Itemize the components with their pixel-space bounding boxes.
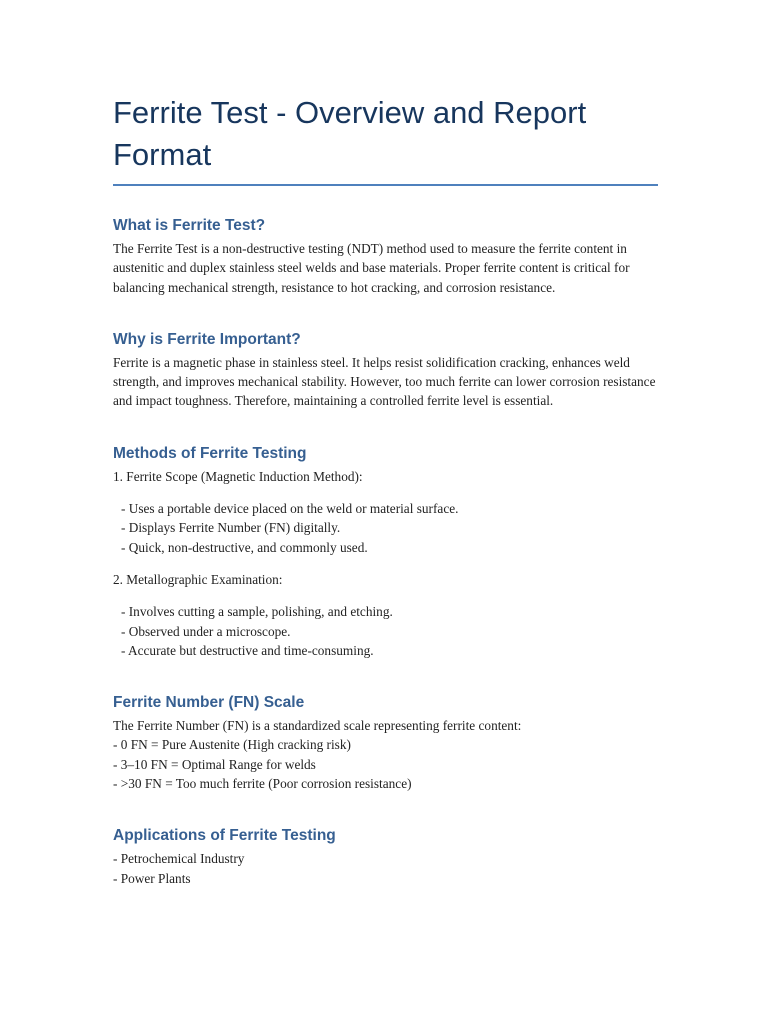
application-item: - Petrochemical Industry [113, 851, 245, 867]
document-page [113, 92, 658, 888]
section-heading: Why is Ferrite Important? [113, 330, 301, 348]
section-heading: What is Ferrite Test? [113, 217, 266, 234]
method-point: - Uses a portable device placed on the weld or material surface. [121, 501, 459, 517]
section-heading: Methods of Ferrite Testing [113, 444, 307, 462]
section-applications [113, 826, 658, 888]
fn-scale-line: - >30 FN = Too much ferrite (Poor corrosion resistance) [113, 776, 412, 792]
method-title: 2. Metallographic Examination: [113, 571, 283, 587]
method-point: - Accurate but destructive and time-consuming. [121, 642, 374, 658]
fn-scale-lines [113, 716, 658, 793]
method-points [113, 602, 658, 660]
fn-scale-line: The Ferrite Number (FN) is a standardized scale representing ferrite content: [113, 718, 522, 734]
method-point: - Involves cutting a sample, polishing, and etching. [121, 604, 393, 620]
application-item: - Power Plants [113, 870, 191, 886]
section-paragraph: The Ferrite Test is a non-destructive testing (NDT) method used to measure the ferrite content in austenitic and duplex stainless steel welds and base materials. Proper ferrite content is critical for balancing mechanical strength, resistance to hot cracking, and corrosion resistance. [113, 241, 630, 295]
section-what-is-ferrite-test [113, 216, 658, 297]
method-point: - Displays Ferrite Number (FN) digitally. [121, 520, 341, 536]
section-why-ferrite-important [113, 330, 658, 411]
section-heading: Ferrite Number (FN) Scale [113, 694, 305, 712]
method-point: - Observed under a microscope. [121, 623, 291, 639]
section-fn-scale [113, 693, 658, 793]
method-point: - Quick, non-destructive, and commonly used. [121, 539, 368, 555]
document-title: Ferrite Test - Overview and Report Format [113, 92, 658, 186]
fn-scale-line: - 0 FN = Pure Austenite (High cracking risk) [113, 737, 351, 753]
applications-list [113, 849, 658, 888]
method-points [113, 499, 658, 557]
section-methods-of-ferrite-testing [113, 444, 658, 660]
section-heading: Applications of Ferrite Testing [113, 827, 336, 845]
section-paragraph: Ferrite is a magnetic phase in stainless steel. It helps resist solidification cracking, enhances weld strength, and improves mechanical stability. However, too much ferrite can lower corrosion resistance and impact toughness. Therefore, maintaining a controlled ferrite level is essential. [113, 354, 656, 409]
method-title: 1. Ferrite Scope (Magnetic Induction Method): [113, 468, 363, 484]
fn-scale-line: - 3–10 FN = Optimal Range for welds [113, 756, 316, 772]
